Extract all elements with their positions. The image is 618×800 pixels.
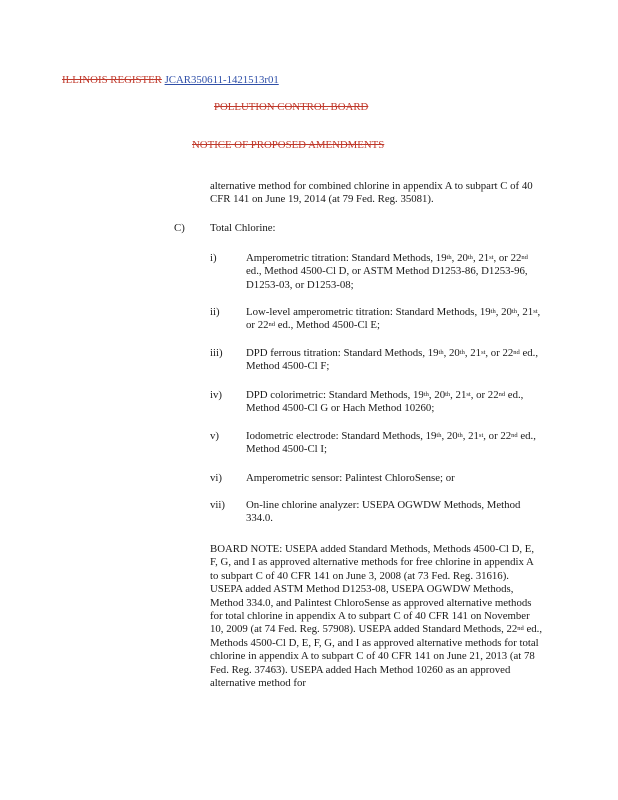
list-item-online-analyzer: On-line chlorine analyzer: USEPA OGWDW Methods, Method 334.0. [246, 499, 521, 525]
board-note: BOARD NOTE: USEPA added Standard Methods, Methods 4500-Cl D, E, F, G, and I as approved alternative methods for free chlorine in appendix A to subpart C of 40 CFR 141 on June 3, 2008 (at 73 Fed. Reg. 31616). USEPA added ASTM Method D1253-08, USEPA OGWDW Methods, Method 334.0, and Palintest ChloroSense as approved alternative methods for total chlorine in appendix A to subpart C of 40 CFR 141 on November 10, 2009 (at 74 Fed. Reg. 57908). USEPA added Standard Methods, 22nd ed., Methods 4500-Cl D, E, F, G, and I as approved alternative methods for total chlorine in appendix A to subpart C of 40 CFR 141 on June 21, 2013 (at 78 Fed. Reg. 37463). USEPA added Hach Method 10260 as an approved alternative method for [210, 543, 543, 690]
register-id: JCAR350611-1421513r01 [164, 74, 279, 86]
notice-title: NOTICE OF PROPOSED AMENDMENTS [192, 139, 385, 151]
section-title: Total Chlorine: [210, 222, 276, 234]
item-number: i) [210, 252, 217, 264]
register-label: ILLINOIS REGISTER [62, 74, 162, 86]
list-item-low-level-amperometric: Low-level amperometric titration: Standard Methods, 19th, 20th, 21st, or 22nd ed., Method 4500-Cl E; [246, 306, 541, 332]
item-number: ii) [210, 306, 220, 318]
item-number: iii) [210, 347, 223, 359]
item-number: iv) [210, 389, 222, 401]
list-item-amperometric-titration: Amperometric titration: Standard Methods, 19th, 20th, 21st, or 22nd ed., Method 4500-Cl D, or ASTM Method D1253-86, D1253-96, D1253-03, or D1253-08; [246, 252, 528, 291]
item-number: v) [210, 430, 219, 442]
register-header [62, 74, 279, 86]
list-item-amperometric-sensor: Amperometric sensor: Palintest ChloroSense; or [246, 472, 455, 484]
intro-paragraph: alternative method for combined chlorine in appendix A to subpart C of 40 CFR 141 on June 19, 2014 (at 79 Fed. Reg. 35081). [210, 180, 533, 206]
item-number: vi) [210, 472, 222, 484]
list-item-dpd-ferrous: DPD ferrous titration: Standard Methods, 19th, 20th, 21st, or 22nd ed., Method 4500-Cl F; [246, 347, 539, 373]
list-item-iodometric: Iodometric electrode: Standard Methods, 19th, 20th, 21st, or 22nd ed., Method 4500-Cl I; [246, 430, 536, 456]
section-label: C) [174, 222, 185, 234]
board-title: POLLUTION CONTROL BOARD [214, 101, 369, 113]
list-item-dpd-colorimetric: DPD colorimetric: Standard Methods, 19th, 20th, 21st, or 22nd ed., Method 4500-Cl G or Hach Method 10260; [246, 389, 524, 415]
item-number: vii) [210, 499, 225, 511]
